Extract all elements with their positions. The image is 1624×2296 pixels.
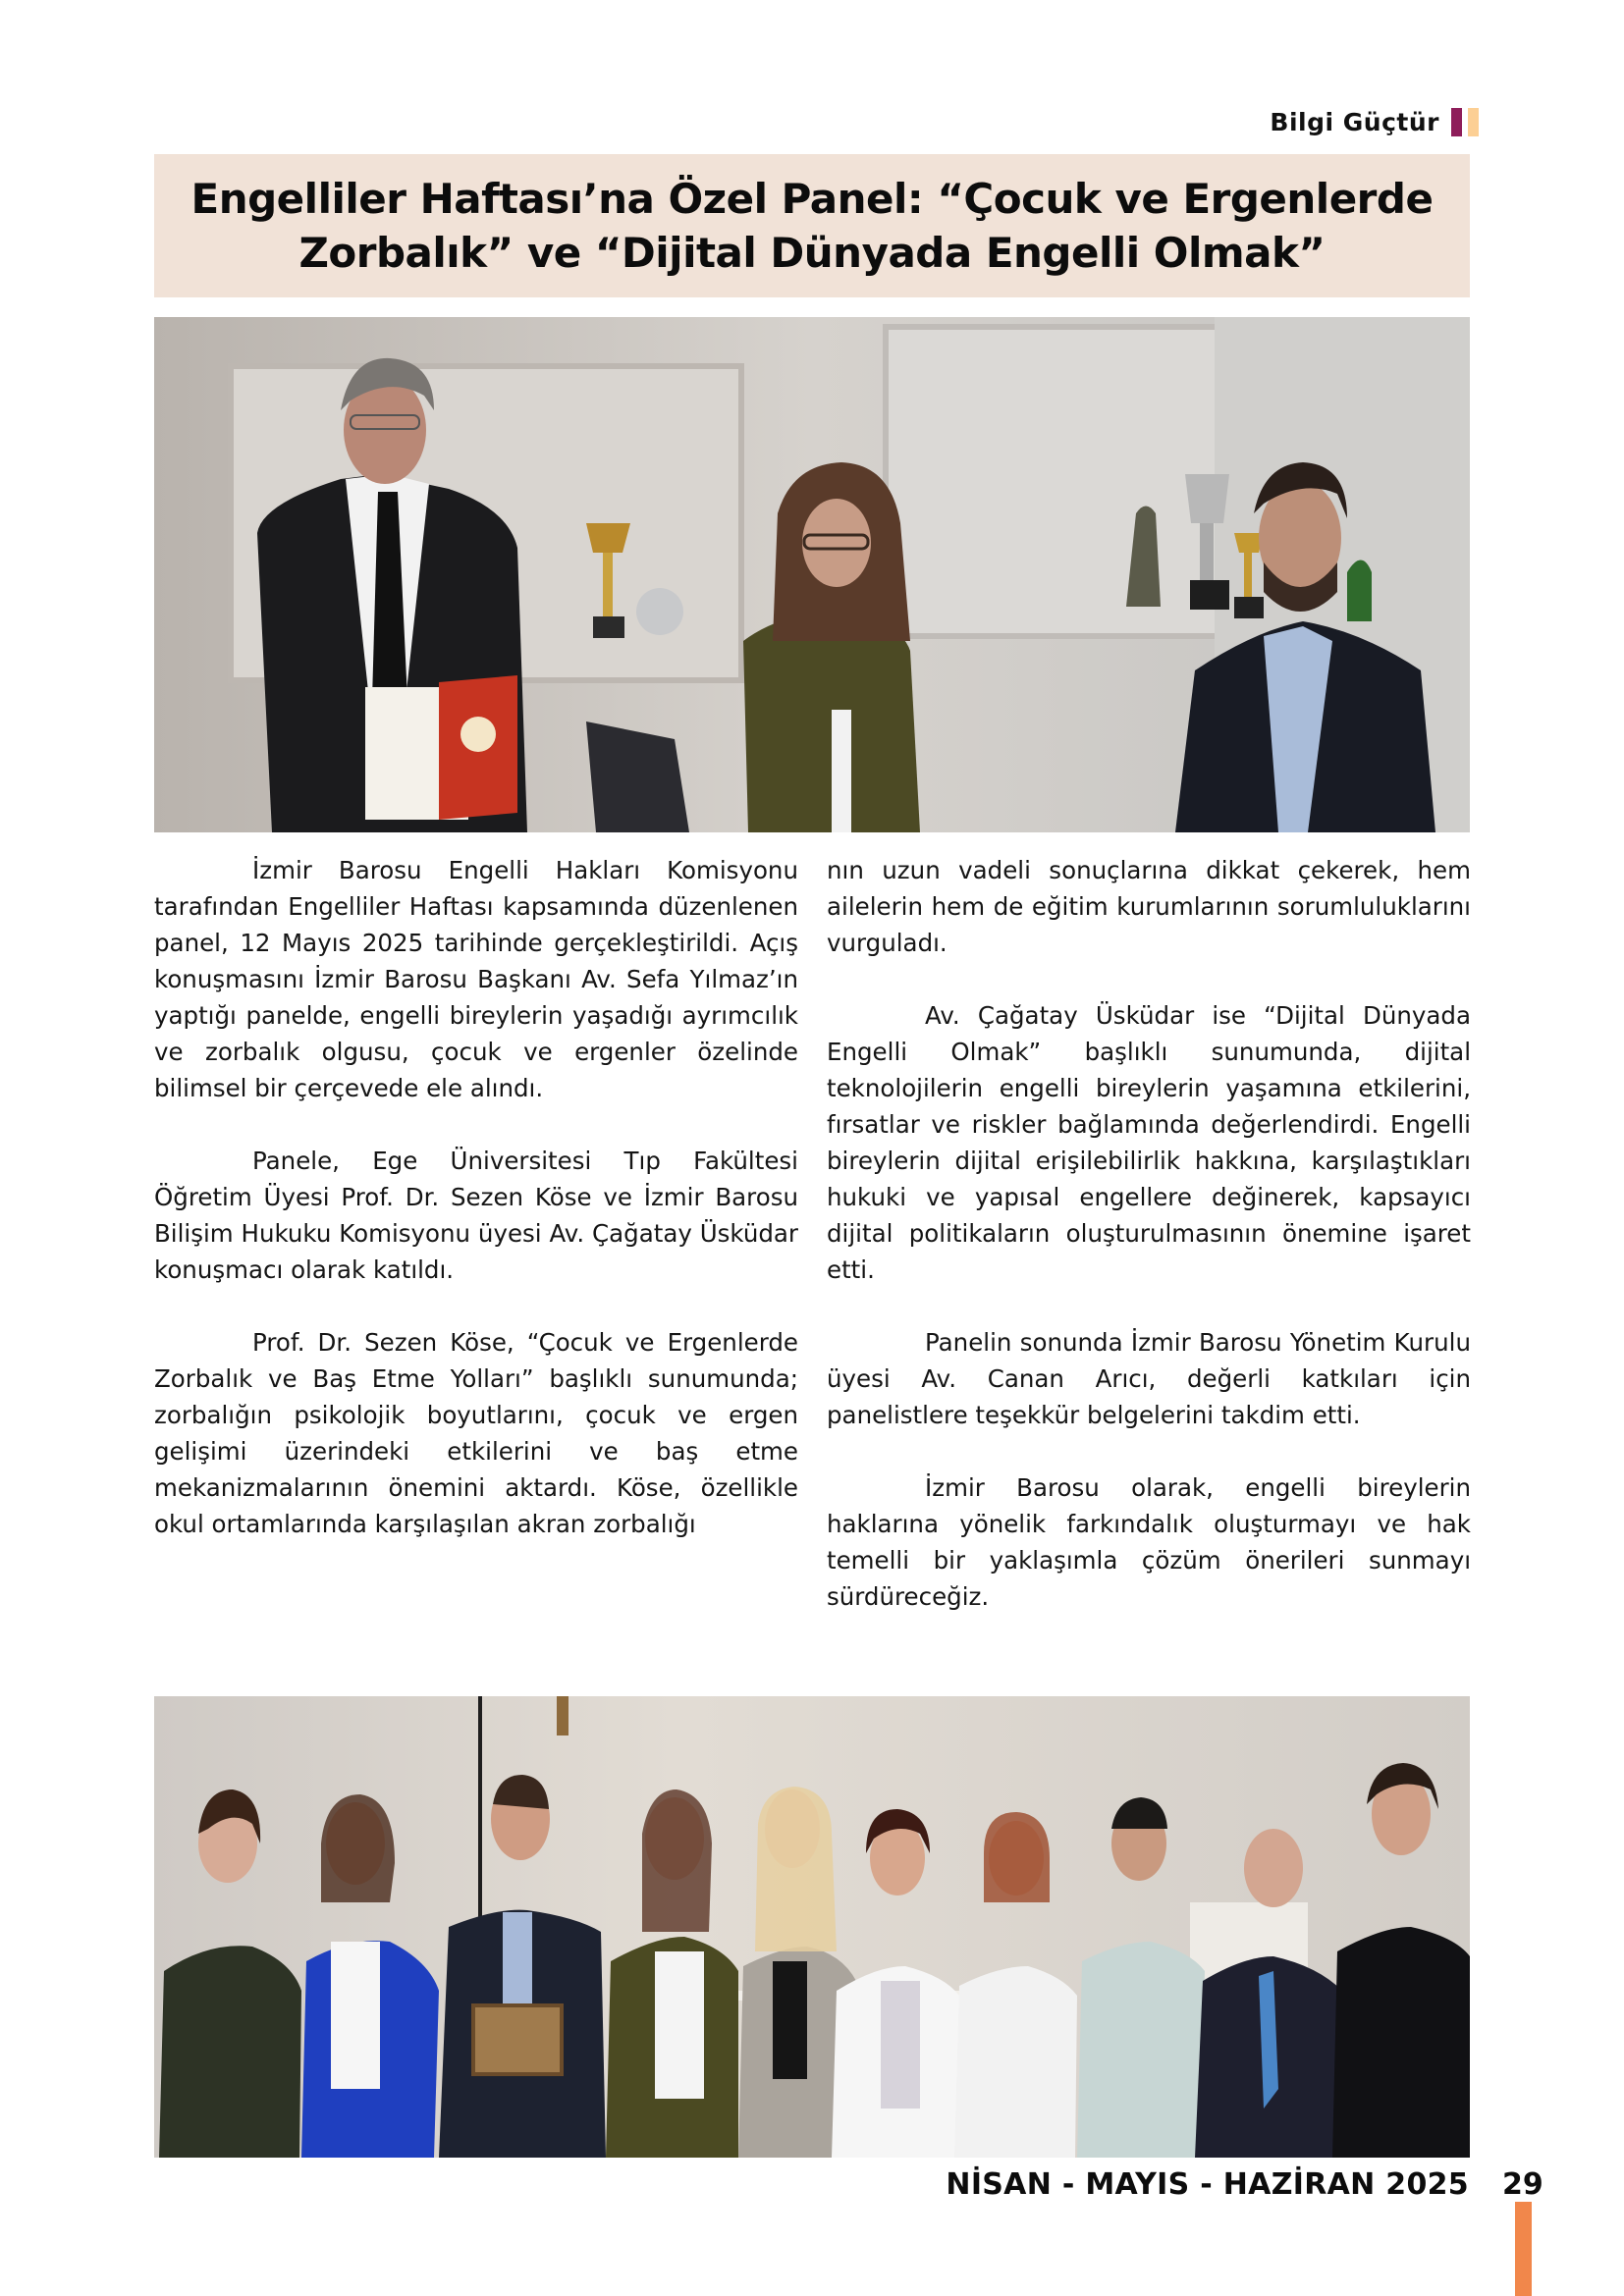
paragraph: Panelin sonunda İzmir Barosu Yönetim Kurulu üyesi Av. Canan Arıcı, değerli katkıları için panelistlere teşekkür belgelerini takdim etti. [827,1328,1471,1429]
article-title-line1: Engelliler Haftası’na Özel Panel: “Çocuk ve Ergenlerde [190,175,1434,223]
article-title [191,172,1434,280]
tag-bar-magenta [1451,108,1462,136]
paragraph: Av. Çağatay Üsküdar ise “Dijital Dünyada Engelli Olmak” başlıklı sunumunda, dijital teknolojilerin engelli bireylerin yaşamına etkilerini, fırsatlar ve riskler bağlamında değerlendirdi. Engelli bireylerin dijital erişilebilirlik hakkına, karşılaştıkları hukuki ve yapısal engellere değinerek, kapsayıcı dijital politikaların oluşturulmasının önemine işaret etti. [827,1001,1471,1284]
group-photo-illustration [154,1696,1470,2158]
issue-label: NİSAN - MAYIS - HAZİRAN 2025 [946,2167,1469,2202]
paragraph: Panele, Ege Üniversitesi Tıp Fakültesi Öğretim Üyesi Prof. Dr. Sezen Köse ve İzmir Barosu Bilişim Hukuku Komisyonu üyesi Av. Çağatay Üsküdar konuşmacı olarak katıldı. [154,1147,798,1284]
paragraph: İzmir Barosu Engelli Hakları Komisyonu tarafından Engelliler Haftası kapsamında düzenlenen panel, 12 Mayıs 2025 tarihinde gerçekleştirildi. Açış konuşmasını İzmir Barosu Başkanı Av. Sefa Yılmaz’ın yaptığı panelde, engelli bireylerin yaşadığı ayrımcılık ve zorbalık olgusu, çocuk ve ergenler özelinde bilimsel bir çerçevede ele alındı. [154,856,798,1102]
page-number: 29 [1502,2167,1543,2202]
group-photo [154,1696,1470,2158]
section-tag [1270,108,1479,136]
article-column-left [154,852,798,1542]
tag-bar-peach [1468,108,1479,136]
section-tag-label: Bilgi Güçtür [1270,108,1439,136]
panel-speakers-illustration [154,317,1470,832]
article-column-right [827,852,1471,1615]
article-title-box [154,154,1470,297]
article-title-line2: Zorbalık” ve “Dijital Dünyada Engelli Olmak” [298,229,1326,277]
paragraph: İzmir Barosu olarak, engelli bireylerin haklarına yönelik farkındalık oluşturmayı ve hak temelli bir yaklaşımla çözüm önerileri sunmayı sürdüreceğiz. [827,1473,1471,1611]
page-accent-bar [1515,2202,1532,2296]
paragraph: Prof. Dr. Sezen Köse, “Çocuk ve Ergenlerde Zorbalık ve Baş Etme Yolları” başlıklı sunumunda; zorbalığın psikolojik boyutlarını, çocuk ve ergen gelişimi üzerindeki etkilerini ve baş etme mekanizmalarının önemini aktardı. Köse, özellikle okul ortamlarında karşılaşılan akran zorbalığı [154,1328,798,1538]
paragraph: nın uzun vadeli sonuçlarına dikkat çekerek, hem ailelerin hem de eğitim kurumlarının sorumluluklarını vurguladı. [827,856,1471,957]
panel-speakers-photo [154,317,1470,832]
